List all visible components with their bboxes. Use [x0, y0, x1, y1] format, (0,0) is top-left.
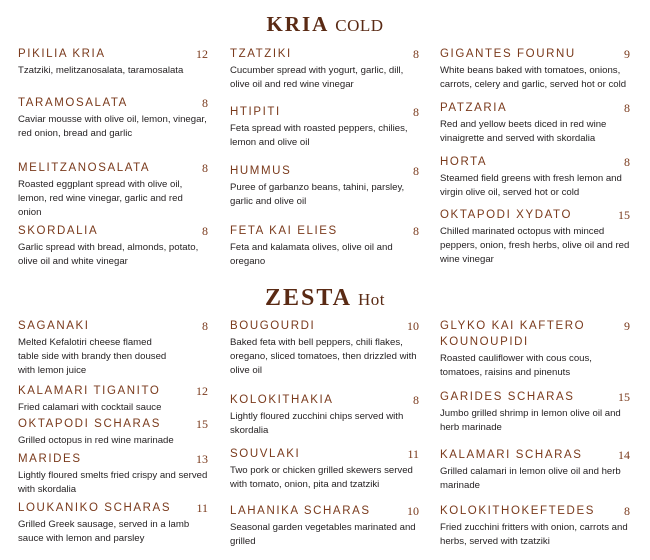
menu-item [18, 46, 208, 78]
menu-item [440, 318, 630, 380]
item-name: KALAMARI SCHARAS [440, 449, 583, 461]
item-description: Seasonal garden vegetables marinated and grilled [230, 522, 416, 547]
item-description: Garlic spread with bread, almonds, potato, olive oil and white vinegar [18, 242, 199, 267]
item-name: SKORDALIA [18, 225, 99, 237]
menu-item [230, 503, 419, 549]
menu-item [440, 100, 630, 146]
item-name: LOUKANIKO SCHARAS [18, 502, 172, 514]
cold-subtitle: COLD [335, 16, 384, 35]
menu-item [18, 160, 208, 220]
item-price: 9 [624, 47, 630, 61]
item-description: Grilled Greek sausage, served in a lamb sauce with lemon and parsley [18, 519, 190, 544]
menu-item [230, 223, 419, 269]
menu-item [18, 416, 208, 448]
item-description: Lightly floured smelts fried crispy and served with skordalia [18, 470, 208, 495]
item-price: 15 [618, 208, 630, 222]
item-description: Roasted cauliflower with cous cous, tomatoes, raisins and pinenuts [440, 353, 592, 378]
item-description: Two pork or chicken grilled skewers served with tomato, onion, pita and tzatziki [230, 465, 413, 490]
menu-item [18, 451, 208, 497]
item-price: 8 [413, 224, 419, 238]
item-name: HTIPITI [230, 106, 281, 118]
item-name: LAHANIKA SCHARAS [230, 505, 371, 517]
item-name: GLYKO KAI KAFTERO KOUNOUPIDI [440, 320, 586, 348]
hot-section-title [0, 285, 650, 312]
item-description: Jumbo grilled shrimp in lemon olive oil and herb marinade [440, 408, 621, 433]
item-price: 8 [413, 393, 419, 407]
item-description: Fried zucchini fritters with onion, carrots and herbs, served with tzatziki [440, 522, 628, 547]
menu-item [18, 500, 208, 546]
menu-item [18, 318, 208, 378]
menu-item [440, 46, 630, 92]
hot-title: ZESTA [265, 285, 352, 311]
item-name: MELITZANOSALATA [18, 162, 151, 174]
item-description: Fried calamari with cocktail sauce [18, 402, 162, 413]
item-price: 15 [618, 390, 630, 404]
menu-item [230, 392, 419, 438]
menu-item [440, 389, 630, 435]
item-price: 10 [407, 319, 419, 333]
item-description: Grilled octopus in red wine marinade [18, 435, 174, 446]
item-description: Tzatziki, melitzanosalata, taramosalata [18, 65, 184, 76]
cold-section-title [0, 12, 650, 37]
menu-item [18, 223, 208, 269]
menu-item [230, 46, 419, 92]
item-price: 8 [202, 161, 208, 175]
menu-item [230, 104, 419, 150]
menu-item [440, 447, 630, 493]
item-price: 12 [196, 47, 208, 61]
item-name: KOLOKITHOKEFTEDES [440, 505, 596, 517]
menu-item [440, 503, 630, 549]
item-price: 13 [196, 452, 208, 466]
item-name: PATZARIA [440, 102, 508, 114]
item-description: White beans baked with tomatoes, onions, carrots, celery and garlic, served hot or cold [440, 65, 627, 90]
item-price: 8 [413, 47, 419, 61]
item-price: 8 [202, 224, 208, 238]
item-name: SAGANAKI [18, 320, 90, 332]
item-price: 8 [413, 105, 419, 119]
item-description: Chilled marinated octopus with minced peppers, onion, fresh herbs, olive oil and red wine vinegar [440, 226, 630, 265]
item-name: OKTAPODI SCHARAS [18, 418, 161, 430]
item-name: SOUVLAKI [230, 448, 301, 460]
item-description: Roasted eggplant spread with olive oil, lemon, red wine vinegar, garlic and red onion [18, 179, 183, 218]
item-description: Melted Kefalotiri cheese flamed table side with brandy then doused with lemon juice [18, 337, 167, 376]
item-name: TARAMOSALATA [18, 97, 128, 109]
item-price: 11 [196, 501, 208, 515]
item-price: 12 [196, 384, 208, 398]
item-price: 10 [407, 504, 419, 518]
item-price: 8 [624, 155, 630, 169]
item-name: TZATZIKI [230, 48, 292, 60]
item-name: FETA KAI ELIES [230, 225, 338, 237]
item-name: OKTAPODI XYDATO [440, 209, 572, 221]
item-name: HUMMUS [230, 165, 292, 177]
item-name: GARIDES SCHARAS [440, 391, 575, 403]
item-description: Cucumber spread with yogurt, garlic, dill, olive oil and red wine vinegar [230, 65, 404, 90]
item-description: Grilled calamari in lemon olive oil and herb marinade [440, 466, 621, 491]
item-description: Caviar mousse with olive oil, lemon, vinegar, red onion, bread and garlic [18, 114, 207, 139]
item-name: MARIDES [18, 453, 82, 465]
item-price: 9 [624, 319, 630, 333]
item-price: 15 [196, 417, 208, 431]
item-description: Baked feta with bell peppers, chili flakes, oregano, sliced tomatoes, then drizzled with olive oil [230, 337, 417, 376]
menu-item [230, 318, 419, 378]
item-price: 8 [413, 164, 419, 178]
menu-item [18, 95, 208, 141]
item-price: 8 [624, 504, 630, 518]
cold-title: KRIA [266, 12, 330, 36]
menu-item [230, 446, 419, 492]
menu-item [18, 383, 208, 415]
item-price: 8 [624, 101, 630, 115]
menu-item [440, 154, 630, 200]
item-name: KALAMARI TIGANITO [18, 385, 161, 397]
item-description: Steamed field greens with fresh lemon and virgin olive oil, served hot or cold [440, 173, 622, 198]
item-description: Puree of garbanzo beans, tahini, parsley, garlic and olive oil [230, 182, 405, 207]
item-name: HORTA [440, 156, 488, 168]
item-description: Feta and kalamata olives, olive oil and oregano [230, 242, 393, 267]
item-description: Lightly floured zucchini chips served with skordalia [230, 411, 404, 436]
menu-item [440, 207, 630, 267]
item-name: BOUGOURDI [230, 320, 316, 332]
item-price: 8 [202, 319, 208, 333]
item-description: Red and yellow beets diced in red wine vinaigrette and served with skordalia [440, 119, 607, 144]
item-description: Feta spread with roasted peppers, chilies, lemon and olive oil [230, 123, 408, 148]
item-name: KOLOKITHAKIA [230, 394, 334, 406]
hot-subtitle: Hot [357, 290, 385, 309]
menu-item [230, 163, 419, 209]
item-price: 14 [618, 448, 630, 462]
item-price: 8 [202, 96, 208, 110]
item-name: PIKILIA KRIA [18, 48, 106, 60]
item-name: GIGANTES FOURNU [440, 48, 576, 60]
item-price: 11 [407, 447, 419, 461]
